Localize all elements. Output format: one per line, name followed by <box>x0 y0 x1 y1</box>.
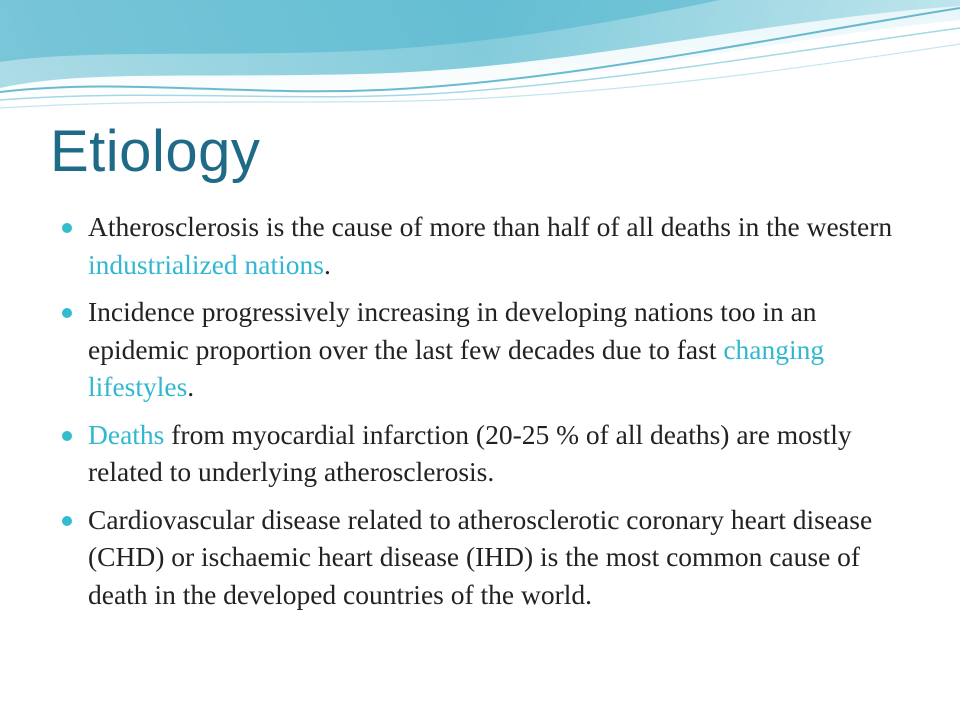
bullet-dot-icon <box>62 308 72 318</box>
bullet-text: Atherosclerosis is the cause of more than half of all deaths in the western <box>88 211 893 242</box>
bullet-highlight: Deaths <box>88 418 165 450</box>
bullet-highlight: changing lifestyles <box>88 333 825 402</box>
bullet-dot-icon <box>62 431 72 441</box>
bullet-text: . <box>187 371 195 402</box>
bullet-text: . <box>324 248 331 280</box>
bullet-text: from myocardial infarction (20-25 % of all deaths) are mostly related to underlying atherosclerosis. <box>88 418 852 487</box>
bullet-list <box>62 208 902 623</box>
bullet-item <box>62 501 902 614</box>
bullet-item <box>62 293 902 406</box>
bullet-highlight: industrialized nations <box>88 248 324 280</box>
bullet-text: Cardiovascular disease related to atherosclerotic coronary heart disease (CHD) or ischaemic heart disease (IHD) is the most common cause of death in the developed countries of the world. <box>88 503 873 610</box>
bullet-text: Incidence progressively increasing in developing nations too in an epidemic proportion over the last few decades due to fast <box>88 296 817 365</box>
slide-title: Etiology <box>50 119 261 184</box>
bullet-dot-icon <box>62 516 72 526</box>
bullet-item <box>62 416 902 491</box>
header-wave-decoration <box>0 0 960 120</box>
bullet-item <box>62 208 902 283</box>
bullet-dot-icon <box>62 223 72 233</box>
